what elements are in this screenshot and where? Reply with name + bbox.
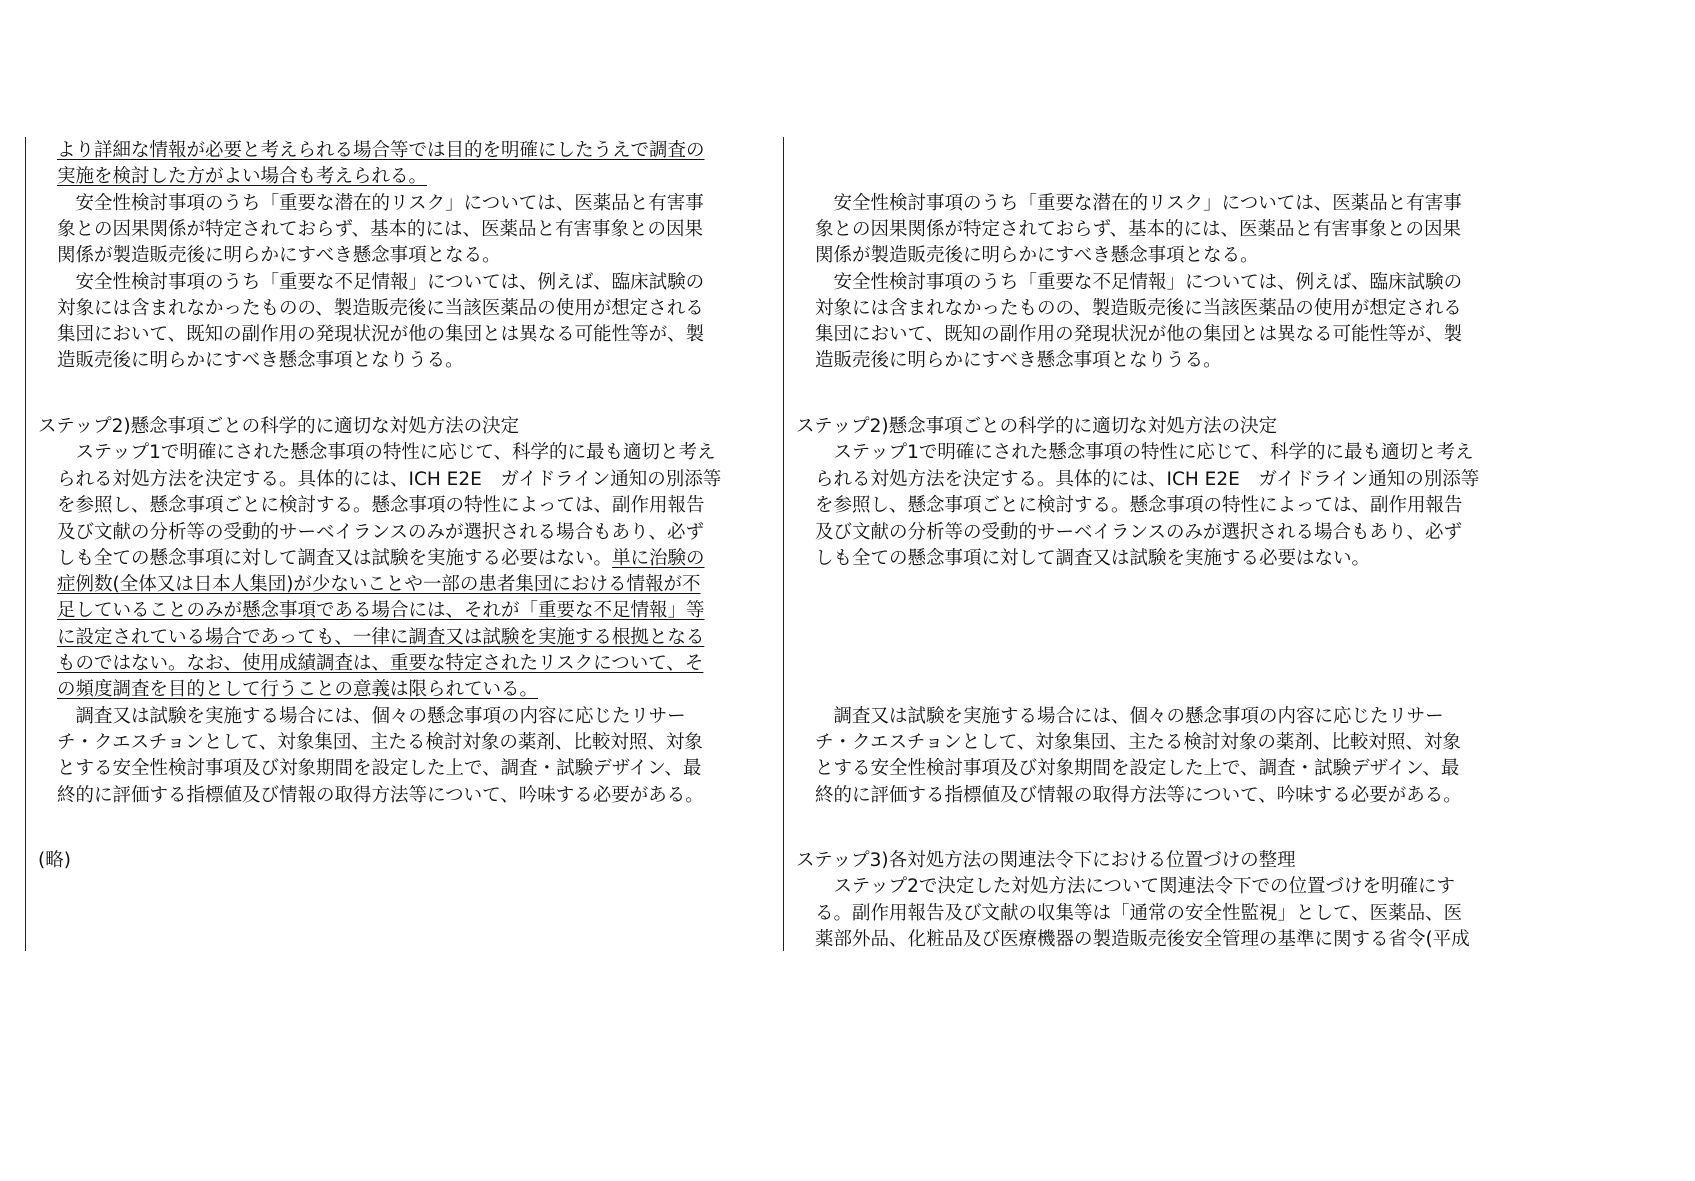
left-para2-line: 安全性検討事項のうち「重要な潜在的リスク」については、医薬品と有害事 bbox=[57, 193, 704, 214]
left-para3-line: 安全性検討事項のうち「重要な不足情報」については、例えば、臨床試験の bbox=[57, 272, 705, 293]
left-step2-para2-line: とする安全性検討事項及び対象期間を設定した上で、調査・試験デザイン、最 bbox=[57, 758, 702, 779]
left-step2-line: を参照し、懸念事項ごとに検討する。懸念事項の特性によっては、副作用報告 bbox=[57, 495, 705, 516]
left-step2-heading: ステップ2)懸念事項ごとの科学的に適切な対処方法の決定 bbox=[38, 416, 520, 437]
right-para2-line: 関係が製造販売後に明らかにすべき懸念事項となる。 bbox=[815, 245, 1259, 266]
right-step2-line: しも全ての懸念事項に対して調査又は試験を実施する必要はない。 bbox=[815, 548, 1371, 569]
left-omitted-note: (略) bbox=[38, 850, 71, 871]
right-step2-para2-line: とする安全性検討事項及び対象期間を設定した上で、調査・試験デザイン、最 bbox=[815, 758, 1460, 779]
left-step2-line: ステップ1で明確にされた懸念事項の特性に応じて、科学的に最も適切と考え bbox=[57, 442, 716, 463]
left-para3-line: 造販売後に明らかにすべき懸念事項となりうる。 bbox=[57, 350, 464, 371]
right-step3-heading: ステップ3)各対処方法の関連法令下における位置づけの整理 bbox=[796, 850, 1296, 871]
left-para2-line: 象との因果関係が特定されておらず、基本的には、医薬品と有害事象との因果 bbox=[57, 219, 704, 240]
left-step2-amend-line: の頻度調査を目的として行うことの意義は限られている。 bbox=[57, 679, 539, 700]
left-step2-line: られる対処方法を決定する。具体的には、ICH E2E ガイドライン通知の別添等 bbox=[57, 469, 722, 490]
left-border-line bbox=[25, 137, 26, 951]
right-step2-line: を参照し、懸念事項ごとに検討する。懸念事項の特性によっては、副作用報告 bbox=[815, 495, 1463, 516]
right-step3-line: ステップ2で決定した対処方法について関連法令下での位置づけを明確にす bbox=[815, 876, 1456, 897]
left-step2-line5-underlined: 単に治験の bbox=[612, 548, 705, 569]
left-step2-amend-line: に設定されている場合であっても、一律に調査又は試験を実施する根拠となる bbox=[57, 627, 705, 648]
right-step3-line: る。副作用報告及び文献の収集等は「通常の安全性監視」として、医薬品、医 bbox=[815, 903, 1463, 924]
right-step2-line: 及び文献の分析等の受動的サーベイランスのみが選択される場合もあり、必ず bbox=[815, 522, 1462, 543]
right-para2-line: 象との因果関係が特定されておらず、基本的には、医薬品と有害事象との因果 bbox=[815, 219, 1462, 240]
left-step2-amend-line: 足していることのみが懸念事項である場合には、それが「重要な不足情報」等 bbox=[57, 600, 705, 621]
left-step2-para2-line: 終的に評価する指標値及び情報の取得方法等について、吟味する必要がある。 bbox=[57, 785, 704, 806]
right-step3-line: 薬部外品、化粧品及び医療機器の製造販売後安全管理の基準に関する省令(平成 bbox=[815, 929, 1470, 950]
right-step2-para2-line: 調査又は試験を実施する場合には、個々の懸念事項の内容に応じたリサー bbox=[815, 706, 1444, 727]
left-step2-line: 及び文献の分析等の受動的サーベイランスのみが選択される場合もあり、必ず bbox=[57, 522, 704, 543]
right-step2-heading: ステップ2)懸念事項ごとの科学的に適切な対処方法の決定 bbox=[796, 416, 1278, 437]
left-step2-line5-plain: しも全ての懸念事項に対して調査又は試験を実施する必要はない。 bbox=[57, 548, 613, 569]
left-para3-line: 集団において、既知の副作用の発現状況が他の集団とは異なる可能性等が、製 bbox=[57, 324, 705, 345]
right-step2-line: ステップ1で明確にされた懸念事項の特性に応じて、科学的に最も適切と考え bbox=[815, 442, 1474, 463]
left-para3-line: 対象には含まれなかったものの、製造販売後に当該医薬品の使用が想定される bbox=[57, 298, 704, 319]
center-divider-line bbox=[783, 137, 784, 951]
left-para2-line: 関係が製造販売後に明らかにすべき懸念事項となる。 bbox=[57, 245, 501, 266]
right-para3-line: 対象には含まれなかったものの、製造販売後に当該医薬品の使用が想定される bbox=[815, 298, 1462, 319]
left-para1-line: より詳細な情報が必要と考えられる場合等では目的を明確にしたうえで調査の bbox=[57, 140, 705, 161]
right-para3-line: 安全性検討事項のうち「重要な不足情報」については、例えば、臨床試験の bbox=[815, 272, 1463, 293]
right-step2-para2-line: 終的に評価する指標値及び情報の取得方法等について、吟味する必要がある。 bbox=[815, 785, 1462, 806]
left-step2-amend-line: ものではない。なお、使用成績調査は、重要な特定されたリスクについて、そ bbox=[57, 653, 704, 674]
left-step2-mixed-line bbox=[57, 546, 705, 572]
left-para1-line: 実施を検討した方がよい場合も考えられる。 bbox=[57, 166, 428, 187]
right-para3-line: 集団において、既知の副作用の発現状況が他の集団とは異なる可能性等が、製 bbox=[815, 324, 1463, 345]
left-step2-para2-line: チ・クエスチョンとして、対象集団、主たる検討対象の薬剤、比較対照、対象 bbox=[57, 732, 703, 753]
left-step2-amend-line: 症例数(全体又は日本人集団)が少ないことや一部の患者集団における情報が不 bbox=[57, 574, 701, 595]
left-step2-para2-line: 調査又は試験を実施する場合には、個々の懸念事項の内容に応じたリサー bbox=[57, 706, 686, 727]
right-para3-line: 造販売後に明らかにすべき懸念事項となりうる。 bbox=[815, 350, 1222, 371]
right-step2-line: られる対処方法を決定する。具体的には、ICH E2E ガイドライン通知の別添等 bbox=[815, 469, 1480, 490]
right-step2-para2-line: チ・クエスチョンとして、対象集団、主たる検討対象の薬剤、比較対照、対象 bbox=[815, 732, 1461, 753]
right-para2-line: 安全性検討事項のうち「重要な潜在的リスク」については、医薬品と有害事 bbox=[815, 193, 1462, 214]
